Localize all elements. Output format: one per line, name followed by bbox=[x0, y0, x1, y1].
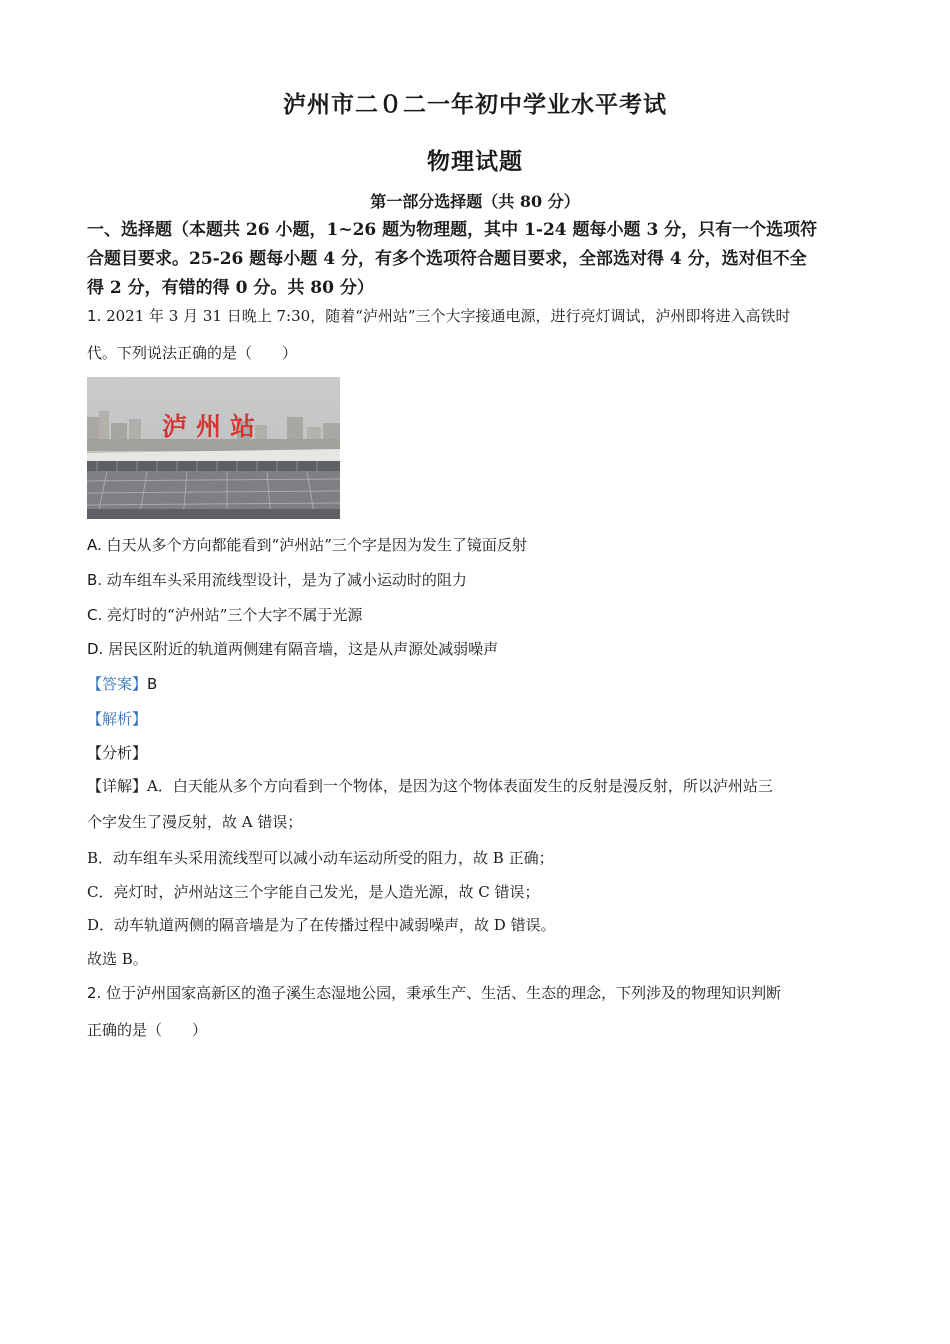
q2-stem-line-1 bbox=[87, 976, 867, 1010]
option-c-key: C. bbox=[87, 606, 103, 624]
q1-number: 1. bbox=[87, 307, 102, 325]
option-a-text: 白天从多个方向都能看到“泸州站”三个字是因为发生了镜面反射 bbox=[106, 536, 527, 554]
detail-line-d: D．动车轨道两侧的隔音墙是为了在传播过程中减弱噪声，故 D 错误。 bbox=[87, 916, 556, 934]
q1-option-d bbox=[87, 632, 867, 666]
q1-answer bbox=[87, 667, 867, 701]
detail-a1-text: A．白天能从多个方向看到一个物体，是因为这个物体表面发生的反射是漫反射，所以泸州站三 bbox=[147, 777, 773, 795]
exam-title: 泸州市二０二一年初中学业水平考试 bbox=[283, 91, 667, 118]
option-c-text: 亮灯时的“泸州站”三个大字不属于光源 bbox=[107, 606, 363, 624]
q1-stem-line-1 bbox=[87, 299, 867, 333]
q1-conclusion: 故选 B。 bbox=[87, 950, 148, 968]
fenxi-tag: 【分析】 bbox=[87, 744, 148, 762]
detail-tag: 【详解】 bbox=[87, 777, 148, 795]
answer-value: B bbox=[147, 675, 158, 693]
answer-tag: 【答案】 bbox=[87, 675, 148, 693]
part-heading: 第一部分选择题（共 80 分） bbox=[370, 192, 580, 211]
option-b-text: 动车组车头采用流线型设计，是为了减小运动时的阻力 bbox=[106, 571, 467, 589]
detail-line-b: B．动车组车头采用流线型可以减小动车运动所受的阻力，故 B 正确； bbox=[87, 849, 554, 867]
q2-stem-line-2: 正确的是（ ） bbox=[87, 1021, 208, 1039]
section-instructions bbox=[87, 216, 867, 303]
q1-option-a bbox=[87, 528, 867, 562]
option-d-text: 居民区附近的轨道两侧建有隔音墙，这是从声源处减弱噪声 bbox=[108, 640, 499, 658]
section-line-3: 得 2 分，有错的得 0 分。共 80 分） bbox=[87, 278, 374, 298]
exam-subtitle: 物理试题 bbox=[427, 148, 523, 175]
station-sign-text: 泸州站 bbox=[161, 412, 265, 441]
q2-stem-text-1: 位于泸州国家高新区的渔子溪生态湿地公园，秉承生产、生活、生态的理念，下列涉及的物理知识判断 bbox=[106, 984, 782, 1002]
detail-line-c: C．亮灯时，泸州站这三个字能自己发光，是人造光源，故 C 错误； bbox=[87, 883, 540, 901]
section-line-1: 一、选择题（本题共 26 小题，1~26 题为物理题，其中 1-24 题每小题 3 分，只有一个选项符 bbox=[87, 220, 818, 240]
q2-number: 2. bbox=[87, 984, 102, 1002]
luzhou-station-photo bbox=[87, 377, 340, 519]
q1-option-c bbox=[87, 598, 867, 632]
q1-stem-text-1: 2021 年 3 月 31 日晚上 7:30，随着“泸州站”三个大字接通电源，进行亮灯调试，泸州即将进入高铁时 bbox=[106, 307, 791, 325]
detail-line-a2: 个字发生了漫反射，故 A 错误； bbox=[87, 813, 303, 831]
q1-stem-line-2: 代。下列说法正确的是（ ） bbox=[87, 344, 298, 362]
option-d-key: D. bbox=[87, 640, 104, 658]
analysis-tag: 【解析】 bbox=[87, 710, 148, 728]
section-line-2: 合题目要求。25-26 题每小题 4 分，有多个选项符合题目要求，全部选对得 4 分，选对但不全 bbox=[87, 249, 807, 269]
option-b-key: B. bbox=[87, 571, 103, 589]
option-a-key: A. bbox=[87, 536, 102, 554]
detail-line-a1 bbox=[87, 769, 867, 803]
q1-option-b bbox=[87, 563, 867, 597]
